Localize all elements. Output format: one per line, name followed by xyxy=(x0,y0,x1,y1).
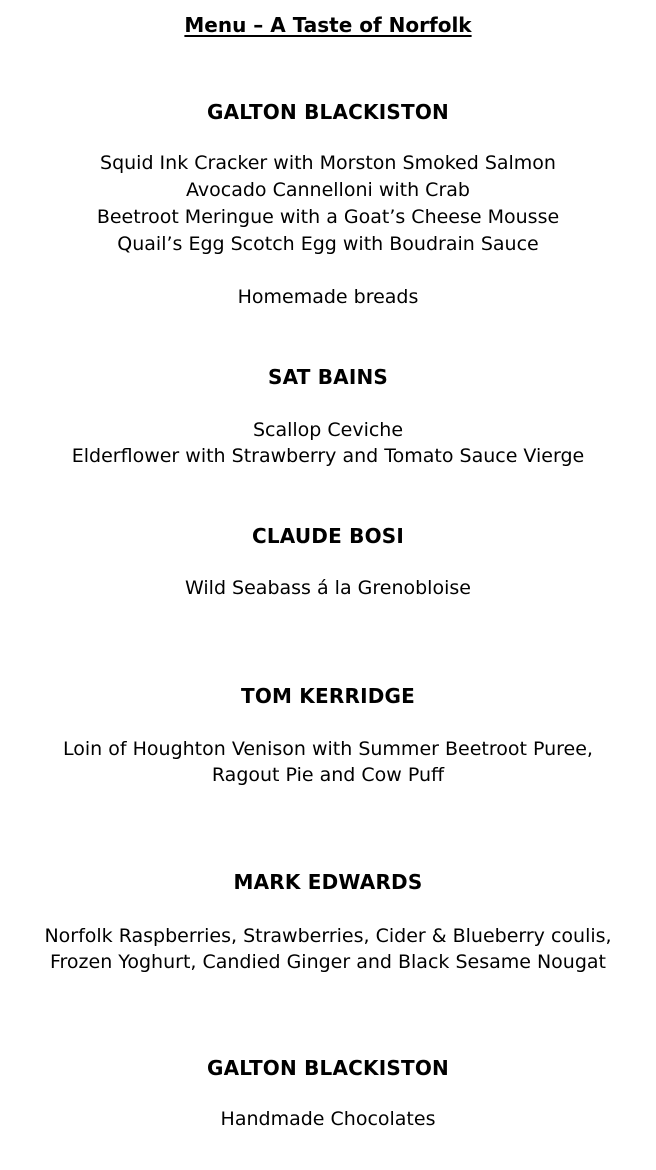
chef-heading-sat-bains: SAT BAINS xyxy=(267,365,389,389)
chef-heading-claude-bosi: CLAUDE BOSI xyxy=(251,524,405,548)
dish-item: Norfolk Raspberries, Strawberries, Cider & Blueberry coulis, xyxy=(44,925,612,947)
dish-item: Squid Ink Cracker with Morston Smoked Salmon xyxy=(100,152,556,174)
chef-heading-galton-blackiston-2: GALTON BLACKISTON xyxy=(207,1056,449,1080)
menu-title: Menu – A Taste of Norfolk xyxy=(184,13,472,37)
dish-item: Elderflower with Strawberry and Tomato Sauce Vierge xyxy=(71,445,585,467)
dish-extra-breads: Homemade breads xyxy=(237,286,419,308)
dish-item: Avocado Cannelloni with Crab xyxy=(186,179,470,201)
dish-item: Beetroot Meringue with a Goat’s Cheese Mousse xyxy=(96,206,560,228)
chef-heading-tom-kerridge: TOM KERRIDGE xyxy=(241,684,415,708)
dish-item: Frozen Yoghurt, Candied Ginger and Black Sesame Nougat xyxy=(49,951,607,973)
dish-item: Wild Seabass á la Grenobloise xyxy=(185,577,471,599)
chef-heading-mark-edwards: MARK EDWARDS xyxy=(233,870,423,894)
dish-item: Quail’s Egg Scotch Egg with Boudrain Sauce xyxy=(117,233,539,255)
chef-heading-galton-blackiston: GALTON BLACKISTON xyxy=(207,100,449,124)
dish-item: Scallop Ceviche xyxy=(252,419,404,441)
dish-item: Handmade Chocolates xyxy=(220,1108,436,1130)
dish-item: Ragout Pie and Cow Puff xyxy=(211,764,445,786)
dish-item: Loin of Houghton Venison with Summer Beetroot Puree, xyxy=(63,738,593,760)
